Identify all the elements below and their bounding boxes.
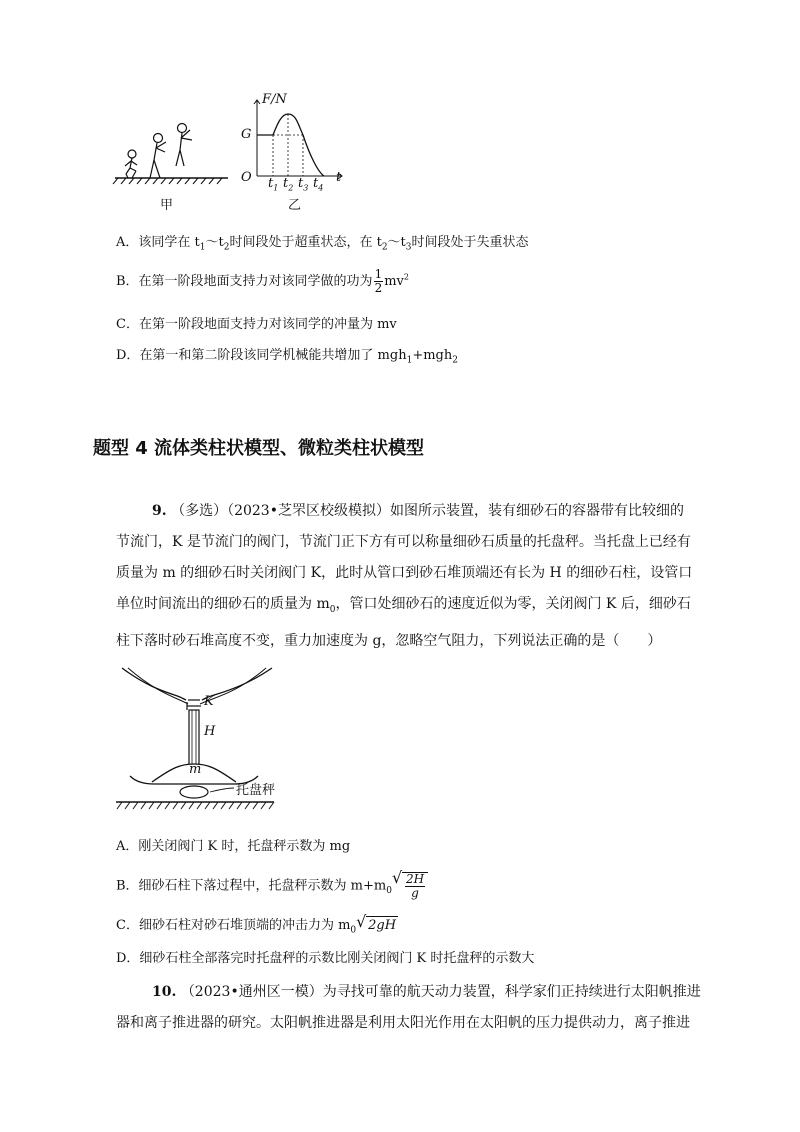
stick-figure-rising xyxy=(150,134,166,179)
q8-option-c: C．在第一阶段地面支持力对该同学的冲量为 mv xyxy=(116,317,397,332)
q9-number: 9. xyxy=(152,503,167,519)
figure-jumping-svg xyxy=(110,90,370,215)
q10-tag: （2023•通州区一模） xyxy=(180,984,323,1000)
g-label: G xyxy=(241,127,252,142)
q10-body: 器和离子推进器的研究。太阳帆推进器是利用太阳光作用在太阳帆的压力提供动力，离子推进 xyxy=(116,1015,690,1031)
q9-option-b: B．细砂石柱下落过程中，托盘秤示数为 $m+m_0$ √ $\frac{2H}{g}$ xyxy=(116,872,428,900)
sqrt-2gh: √ 2gH xyxy=(356,916,398,935)
ground-hatch xyxy=(113,178,222,184)
sqrt-2h-over-g: √ $\frac{2H}{g}$ xyxy=(392,872,428,900)
q9-option-d: D．细砂石柱全部落完时托盘秤的示数比刚关闭阀门 K 时托盘秤的示数大 xyxy=(116,951,535,966)
force-curve xyxy=(257,114,324,176)
origin-label: O xyxy=(241,170,252,185)
label-m: m xyxy=(189,762,202,777)
graph-axes xyxy=(254,100,342,179)
f-axis-label: F/N xyxy=(262,92,287,107)
label-h: H xyxy=(204,724,216,739)
label-scale: 托盘秤 xyxy=(236,783,276,798)
tick-t4: $t_4$ xyxy=(313,176,324,193)
q10-stem: 10. （2023•通州区一模）为寻找可靠的航天动力装置，科学家们正持续进行太阳帆推进 xyxy=(152,984,701,1000)
q8-option-a: A．该同学在 $t_1\sim t_2$时间段处于超重状态，在 $t_2\sim t_3$时间段处于失重状态 xyxy=(116,235,529,253)
q8-option-b: B．在第一阶段地面支持力对该同学做的功为 $\frac{1}{2}$ $mv^2$ xyxy=(116,267,409,295)
stick-figure-crouch xyxy=(125,150,137,178)
caption-jia: 甲 xyxy=(160,198,174,213)
t-axis-label: t xyxy=(336,170,342,185)
label-k: K xyxy=(204,694,214,709)
q8-option-d: D．在第一和第二阶段该同学机械能共增加了 mgh$_1$+mgh$_2$ xyxy=(116,348,458,366)
tick-t1: $t_1$ xyxy=(268,176,279,193)
tick-t3: $t_3$ xyxy=(298,176,309,193)
q9-body: 节流门，K 是节流门的阀门，节流门正下方有可以称量细砂石质量的托盘秤。当托盘上已经有 质量为 m 的细砂石时关闭阀门 K，此时从管口到砂石堆顶端还有长为 H 的细砂石柱，设管口 单位时间流出的细砂石的质量为 $m_0$，管口处细砂石的速度近似为零，关闭阀门 K 后，细砂石 柱下落时砂石堆高度不变，重力加速度为 g，忽略空气阻力，下列说法正确的是（ ） xyxy=(116,534,693,649)
figure-sand-apparatus xyxy=(114,664,294,814)
section-heading: 题型 4 流体类柱状模型、微粒类柱状模型 xyxy=(93,438,425,459)
q9-option-a: A．刚关闭阀门 K 时，托盘秤示数为 mg xyxy=(116,839,351,854)
tick-t2: $t_2$ xyxy=(283,176,294,193)
caption-yi: 乙 xyxy=(288,198,302,213)
q10-number: 10. xyxy=(152,984,177,1000)
fraction-half: $\frac{1}{2}$ xyxy=(374,267,383,295)
q9-stem: 9. （多选）（2023•芝罘区校级模拟）如图所示装置，装有细砂石的容器带有比较细的 xyxy=(152,503,684,519)
q9-option-c: C．细砂石柱对砂石堆顶端的冲击力为 $m_0√$ 2gH xyxy=(116,916,398,940)
stick-figure-airborne xyxy=(176,124,192,167)
q9-tag: （多选）（2023•芝罘区校级模拟） xyxy=(171,503,390,519)
figure-jumping xyxy=(110,90,370,215)
